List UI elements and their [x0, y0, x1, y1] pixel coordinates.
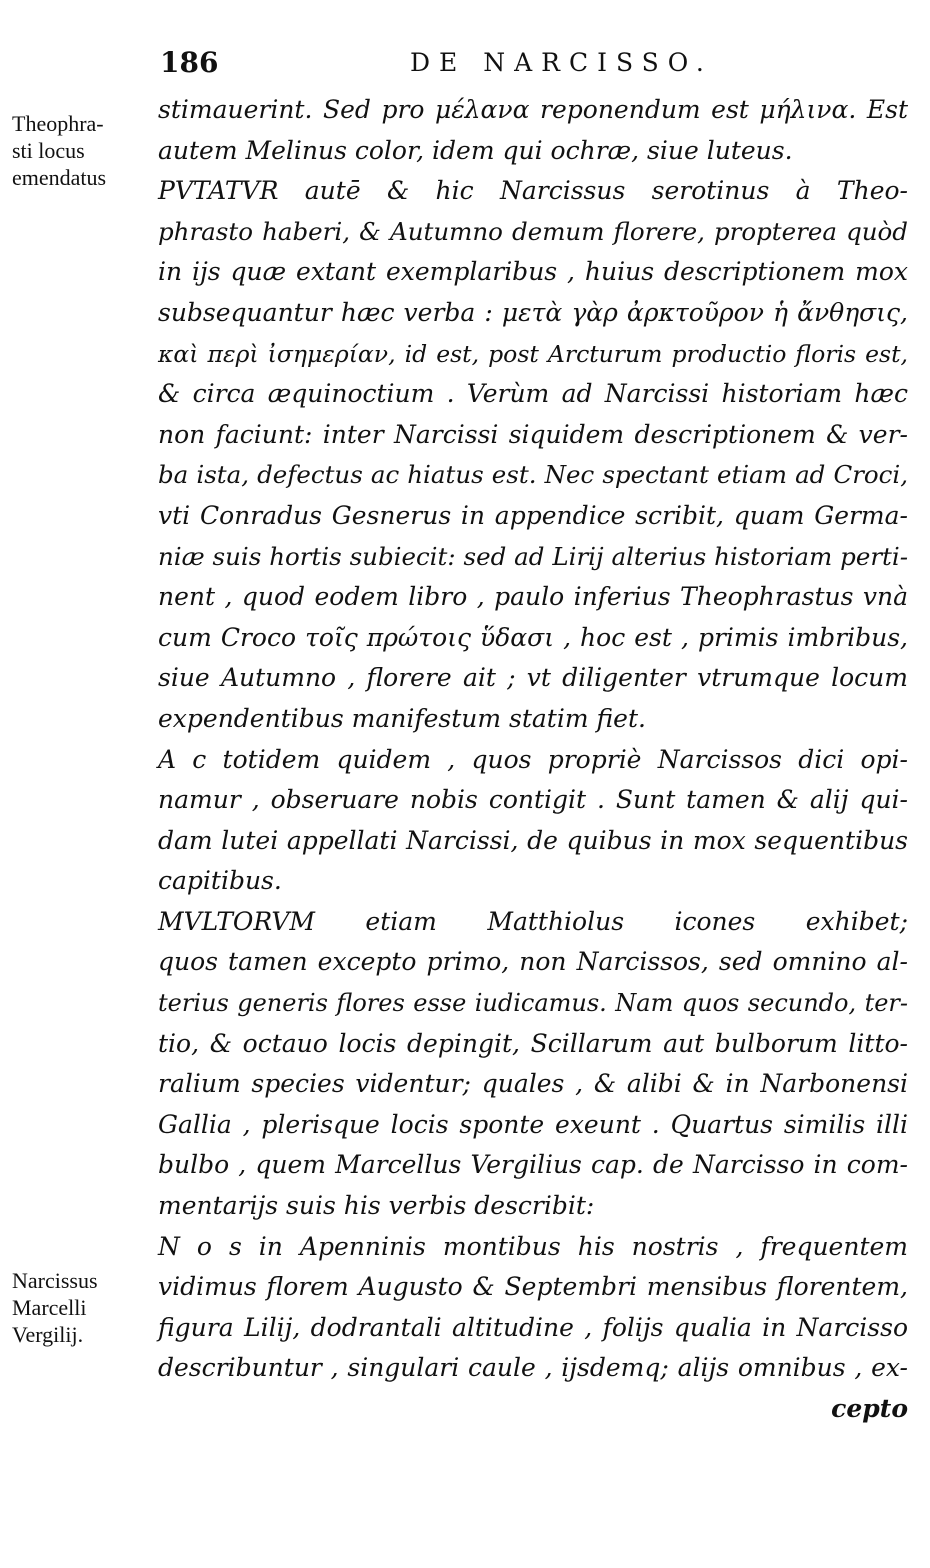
text-line: & circa æquinoctium . Verùm ad Narcissi historiam hæc: [158, 379, 908, 409]
text-line: terius generis flores esse iudicamus. Nam quos secundo, ter-: [158, 989, 908, 1018]
text-line: expendentibus manifestum statim fiet.: [158, 703, 646, 733]
text-line: describuntur , singulari caule , ijsdemq; alijs omnibus , ex-: [158, 1353, 908, 1383]
text-line: bulbo , quem Marcellus Vergilius cap. de Narcisso in com-: [158, 1150, 908, 1180]
text-line: MVLTORVM etiam Matthiolus icones exhibet;: [158, 906, 908, 936]
text-line: ralium species videntur; quales , & alibi & in Narbonensi: [158, 1069, 908, 1099]
text-line: capitibus.: [158, 866, 282, 896]
text-line: dam lutei appellati Narcissi, de quibus in mox sequentibus: [158, 825, 908, 855]
text-line: phrasto haberi, & Autumno demum florere, propterea quòd: [158, 216, 908, 246]
margin-note-line: sti locus: [12, 138, 85, 163]
margin-note-line: Marcelli: [12, 1295, 87, 1320]
text-line: PVTATVR autē & hic Narcissus serotinus à Theo-: [158, 176, 908, 206]
text-line: vti Conradus Gesnerus in appendice scribit, quam Germa-: [158, 500, 908, 530]
paragraph: [158, 171, 908, 739]
text-line: καὶ περὶ ἰσημερίαν, id est, post Arcturum productio floris est,: [158, 339, 908, 368]
paragraph: [158, 90, 908, 171]
text-line: niæ suis hortis subiecit: sed ad Lirij alterius historiam perti-: [158, 541, 908, 571]
text-line: figura Lilij, dodrantali altitudine , folijs qualia in Narcisso: [158, 1312, 908, 1342]
paragraph: [158, 740, 908, 902]
text-line: A c totidem quidem , quos propriè Narcissos dici opi-: [158, 744, 908, 774]
margin-note-line: Theophra-: [12, 111, 104, 136]
paragraph: [158, 902, 908, 1227]
margin-note-theophrasti: [12, 110, 106, 191]
margin-note-line: Vergilij.: [12, 1322, 84, 1347]
catchword: cepto: [831, 1394, 908, 1423]
text-line: autem Melinus color, idem qui ochræ, siue luteus.: [158, 135, 793, 165]
margin-note-line: Narcissus: [12, 1268, 98, 1293]
text-line: non faciunt: inter Narcissi siquidem descriptionem & ver-: [158, 419, 908, 449]
margin-note-line: emendatus: [12, 165, 107, 190]
page-header: [160, 46, 920, 86]
text-line: tio, & octauo locis depingit, Scillarum aut bulborum litto-: [158, 1028, 908, 1058]
text-line: N o s in Apenninis montibus his nostris , frequentem: [158, 1231, 908, 1261]
text-line: siue Autumno , florere ait ; vt diligenter vtrumque locum: [158, 663, 908, 693]
running-title: DE NARCISSO.: [410, 48, 713, 77]
text-line: quos tamen excepto primo, non Narcissos, sed omnino al-: [158, 947, 908, 977]
text-line: ba ista, defectus ac hiatus est. Nec spectant etiam ad Croci,: [158, 460, 908, 490]
text-line: mentarijs suis his verbis describit:: [158, 1191, 595, 1221]
body-text: [158, 90, 908, 1430]
text-line: nent , quod eodem libro , paulo inferius Theophrastus vnà: [158, 582, 908, 612]
text-line: in ijs quæ extant exemplaribus , huius descriptionem mox: [158, 257, 908, 287]
paragraph: [158, 1227, 908, 1389]
text-line: namur , obseruare nobis contigit . Sunt tamen & alij qui-: [158, 785, 908, 815]
page-number: 186: [160, 46, 219, 79]
text-line: vidimus florem Augusto & Septembri mensibus florentem,: [158, 1272, 908, 1302]
text-line: stimauerint. Sed pro μέλανα reponendum est μήλινα. Est: [158, 95, 908, 124]
margin-note-narcissus-marcelli: [12, 1267, 98, 1348]
text-line: subsequantur hæc verba : μετὰ γὰρ ἀρκτοῦρον ἡ ἄνθησις,: [158, 297, 908, 327]
text-line: Gallia , plerisque locis sponte exeunt . Quartus similis illi: [158, 1109, 908, 1139]
text-line: cum Croco τοῖς πρώτοις ὕδασι , hoc est , primis imbribus,: [158, 622, 908, 652]
